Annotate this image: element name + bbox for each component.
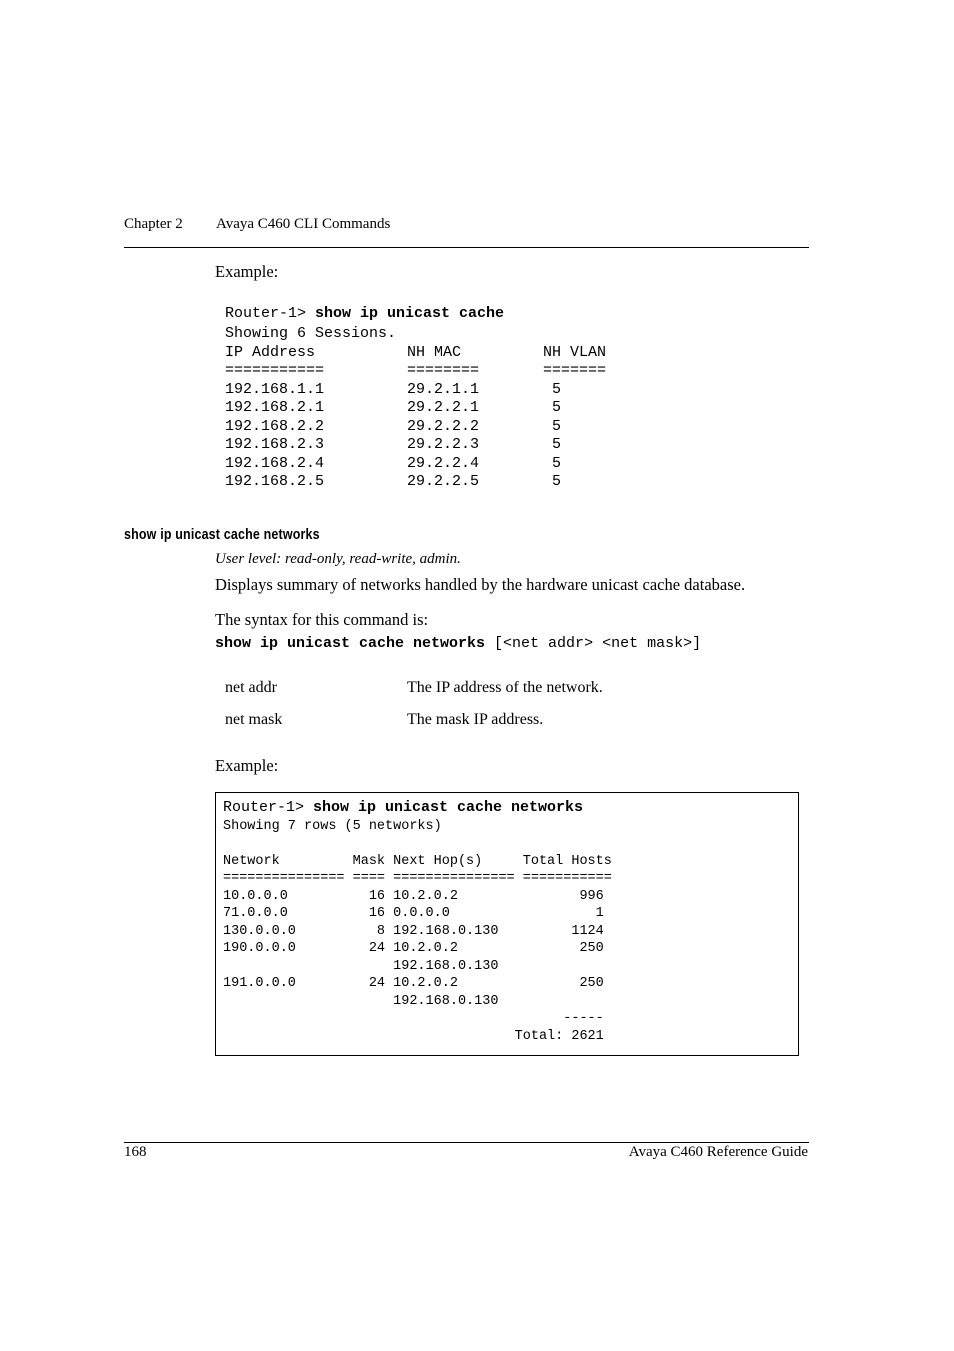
table-row-mac: 29.2.2.5: [407, 473, 480, 490]
cli-output: [223, 799, 612, 1045]
cli-prompt: Router-1>: [223, 799, 314, 816]
table-row-mac: 29.2.1.1: [407, 381, 480, 398]
section-heading: show ip unicast cache networks: [124, 527, 320, 543]
table-row-mac: 29.2.2.1: [407, 399, 480, 416]
separator-mac: ========: [407, 362, 480, 379]
sessions-line: Showing 6 Sessions.: [225, 325, 397, 342]
separator-vlan: =======: [543, 362, 607, 379]
param-name: net addr: [225, 679, 277, 696]
table-row-ip: 192.168.2.4: [225, 455, 325, 472]
table-row-mac: 29.2.2.3: [407, 436, 480, 453]
cli-command: show ip unicast cache networks: [313, 799, 584, 816]
example-label: Example:: [215, 756, 279, 775]
table-row-vlan: 5: [552, 473, 562, 490]
cli-output-box: [215, 792, 799, 1056]
syntax-line: [215, 635, 701, 652]
table-row-vlan: 5: [552, 455, 562, 472]
table-row-vlan: 5: [552, 436, 562, 453]
table-row-ip: 192.168.2.3: [225, 436, 325, 453]
syntax-command: show ip unicast cache networks: [215, 635, 486, 652]
syntax-args: [<net addr> <net mask>]: [485, 635, 702, 652]
table-row-ip: 192.168.2.2: [225, 418, 325, 435]
col-nh-vlan: NH VLAN: [543, 344, 607, 361]
user-level: User level: read-only, read-write, admin.: [215, 551, 461, 567]
footer-guide-title: Avaya C460 Reference Guide: [628, 1144, 808, 1160]
table-row-vlan: 5: [552, 399, 562, 416]
separator-ip: ===========: [225, 362, 325, 379]
table-row-vlan: 5: [552, 418, 562, 435]
param-desc: The mask IP address.: [407, 711, 544, 728]
cli-prompt: Router-1>: [225, 305, 316, 322]
col-nh-mac: NH MAC: [407, 344, 462, 361]
param-name: net mask: [225, 711, 283, 728]
table-row-mac: 29.2.2.4: [407, 455, 480, 472]
table-row-ip: 192.168.1.1: [225, 381, 325, 398]
example-label: Example:: [215, 262, 279, 281]
header-title: Avaya C460 CLI Commands: [216, 216, 391, 232]
footer-rule: [124, 1142, 809, 1143]
table-row-mac: 29.2.2.2: [407, 418, 480, 435]
header-rule: [124, 247, 809, 248]
table-row-ip: 192.168.2.5: [225, 473, 325, 490]
param-desc: The IP address of the network.: [407, 679, 603, 696]
table-row-ip: 192.168.2.1: [225, 399, 325, 416]
cli-command: show ip unicast cache: [315, 305, 505, 322]
syntax-intro: The syntax for this command is:: [215, 610, 429, 629]
col-ip-address: IP Address: [225, 344, 316, 361]
cli-output-text: Showing 7 rows (5 networks) Network Mask Next Hop(s) Total Hosts =============== ==== =============== =========== 10.0.0.0 16 10.2.0.2 996 71.0.0.0 16 0.0.0.0 1 130.0.0.0 8 192.168.0.130 1124 190.0.0.0 24 10.2.0.2 250 192.168.0.130 191.0.0.0 24 10.2.0.2 250 192.168.0.130 ----- Total: 2621: [223, 818, 612, 1044]
page-number: 168: [124, 1144, 147, 1160]
description: Displays summary of networks handled by the hardware unicast cache database.: [215, 575, 746, 594]
table-row-vlan: 5: [552, 381, 562, 398]
cli-command-line: [225, 305, 504, 324]
header-chapter: Chapter 2: [124, 216, 183, 232]
